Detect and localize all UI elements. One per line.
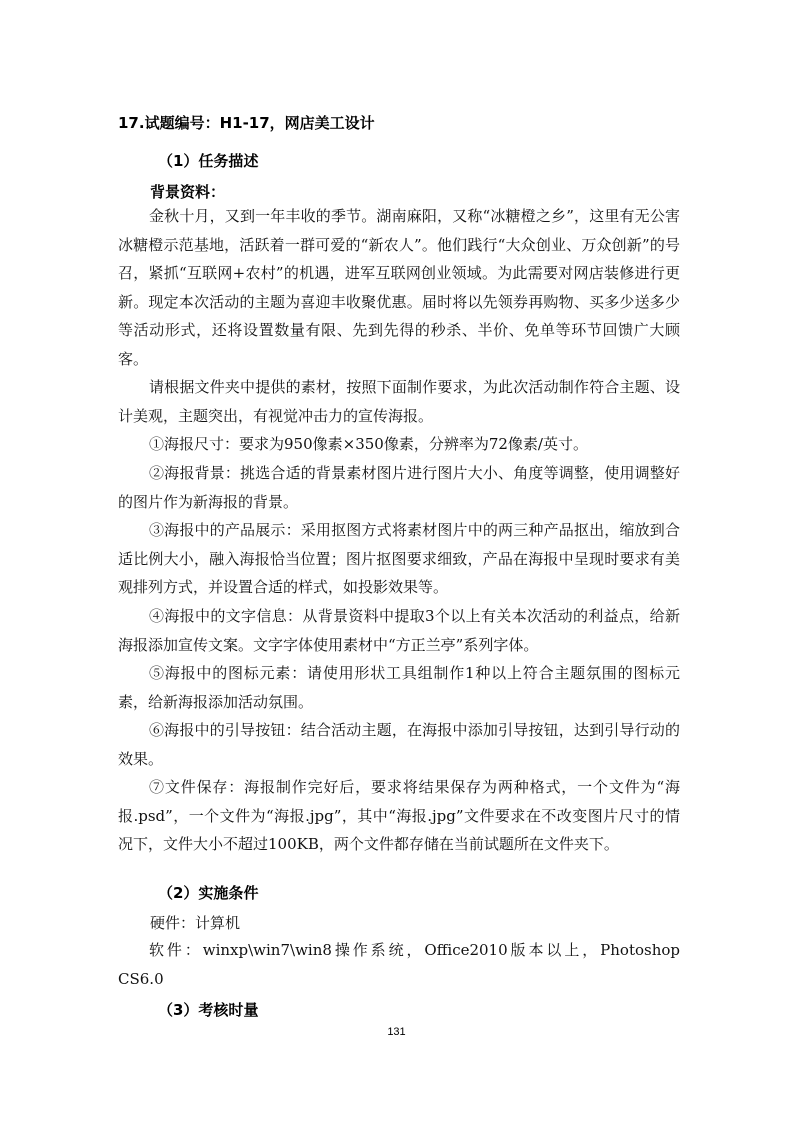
hardware-line: 硬件：计算机 (150, 914, 241, 932)
section-conditions: （2）实施条件 (158, 884, 259, 902)
section-exam-duration: （3）考核时量 (158, 1001, 259, 1019)
paragraph-background: 金秋十月，又到一年丰收的季节。湖南麻阳，又称“冰糖橙之乡”，这里有无公害冰糖橙示范基地，活跃着一群可爱的“新农人”。他们践行“大众创业、万众创新”的号召，紧抓“互联网+农村”的机遇，进军互联网创业领域。为此需要对网店装修进行更新。现定本次活动的主题为喜迎丰收聚优惠。届时将以先领券再购物、买多少送多少等活动形式，还将设置数量有限、先到先得的秒杀、半价、免单等环节回馈广大顾客。 (118, 207, 680, 368)
requirement-5: ⑤海报中的图标元素：请使用形状工具组制作1种以上符合主题氛围的图标元素，给新海报添加活动氛围。 (118, 664, 680, 711)
software-line: 软件：winxp\win7\win8操作系统，Office2010版本以上，Photoshop CS6.0 (118, 941, 680, 988)
requirement-4: ④海报中的文字信息：从背景资料中提取3个以上有关本次活动的利益点，给新海报添加宣传文案。文字字体使用素材中“方正兰亭”系列字体。 (118, 607, 680, 654)
requirement-7: ⑦文件保存：海报制作完好后，要求将结果保存为两种格式，一个文件为“海报.psd”，一个文件为“海报.jpg”，其中“海报.jpg”文件要求在不改变图片尺寸的情况下，文件大小不超过100KB，两个文件都存储在当前试题所在文件夹下。 (118, 778, 680, 853)
requirement-2: ②海报背景：挑选合适的背景素材图片进行图片大小、角度等调整，使用调整好的图片作为新海报的背景。 (118, 464, 680, 511)
question-heading: 17.试题编号：H1-17，网店美工设计 (118, 114, 375, 132)
requirement-1: ①海报尺寸：要求为950像素×350像素，分辨率为72像素/英寸。 (149, 435, 588, 453)
background-label: 背景资料： (150, 183, 226, 201)
section-task-description: （1）任务描述 (158, 152, 259, 170)
requirement-3: ③海报中的产品展示：采用抠图方式将素材图片中的两三种产品抠出，缩放到合适比例大小，融入海报恰当位置；图片抠图要求细致，产品在海报中呈现时要求有美观排列方式，并设置合适的样式，如投影效果等。 (118, 521, 680, 596)
page-number: 131 (387, 1026, 406, 1038)
requirement-6: ⑥海报中的引导按钮：结合活动主题，在海报中添加引导按钮，达到引导行动的效果。 (118, 721, 680, 768)
paragraph-instructions: 请根据文件夹中提供的素材，按照下面制作要求，为此次活动制作符合主题、设计美观，主题突出，有视觉冲击力的宣传海报。 (118, 378, 680, 425)
